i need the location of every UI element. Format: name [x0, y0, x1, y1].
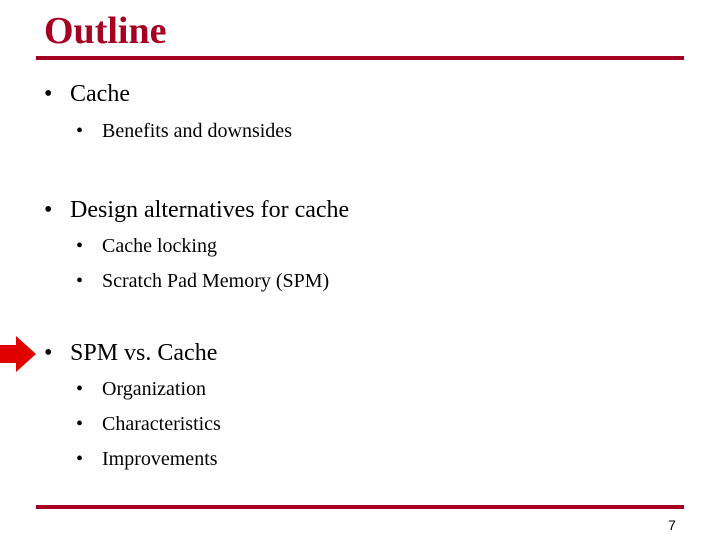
bullet: • [76, 270, 84, 292]
outline-subitem-label: Organization [102, 378, 207, 400]
outline-subitem-label: Scratch Pad Memory (SPM) [102, 270, 330, 292]
bullet: • [44, 81, 53, 107]
bullet: • [44, 197, 53, 223]
title-divider [36, 56, 684, 60]
outline-subitem-label: Characteristics [102, 413, 221, 435]
page-number: 7 [668, 517, 676, 533]
slide-title: Outline [44, 10, 167, 52]
outline-subitem-cache-locking [76, 231, 217, 261]
outline-item-cache [44, 79, 130, 109]
bullet: • [76, 235, 84, 257]
outline-item-label: SPM vs. Cache [70, 340, 218, 366]
outline-item-label: Design alternatives for cache [70, 197, 350, 223]
outline-subitem-organization [76, 374, 206, 404]
bullet: • [76, 120, 84, 142]
bullet: • [44, 340, 53, 366]
outline-item-spm-vs-cache [44, 338, 217, 368]
outline-subitem-label: Improvements [102, 448, 218, 470]
outline-subitem-label: Cache locking [102, 235, 217, 257]
bullet: • [76, 448, 84, 470]
outline-item-label: Cache [70, 81, 130, 107]
arrow-right-icon [0, 336, 36, 372]
outline-subitem-improvements [76, 444, 218, 474]
bullet: • [76, 378, 84, 400]
outline-subitem-benefits [76, 116, 292, 146]
bullet: • [76, 413, 84, 435]
outline-subitem-label: Benefits and downsides [102, 120, 292, 142]
outline-subitem-spm [76, 266, 329, 296]
outline-subitem-characteristics [76, 409, 221, 439]
outline-item-design-alternatives [44, 195, 349, 225]
footer-divider [36, 505, 684, 509]
